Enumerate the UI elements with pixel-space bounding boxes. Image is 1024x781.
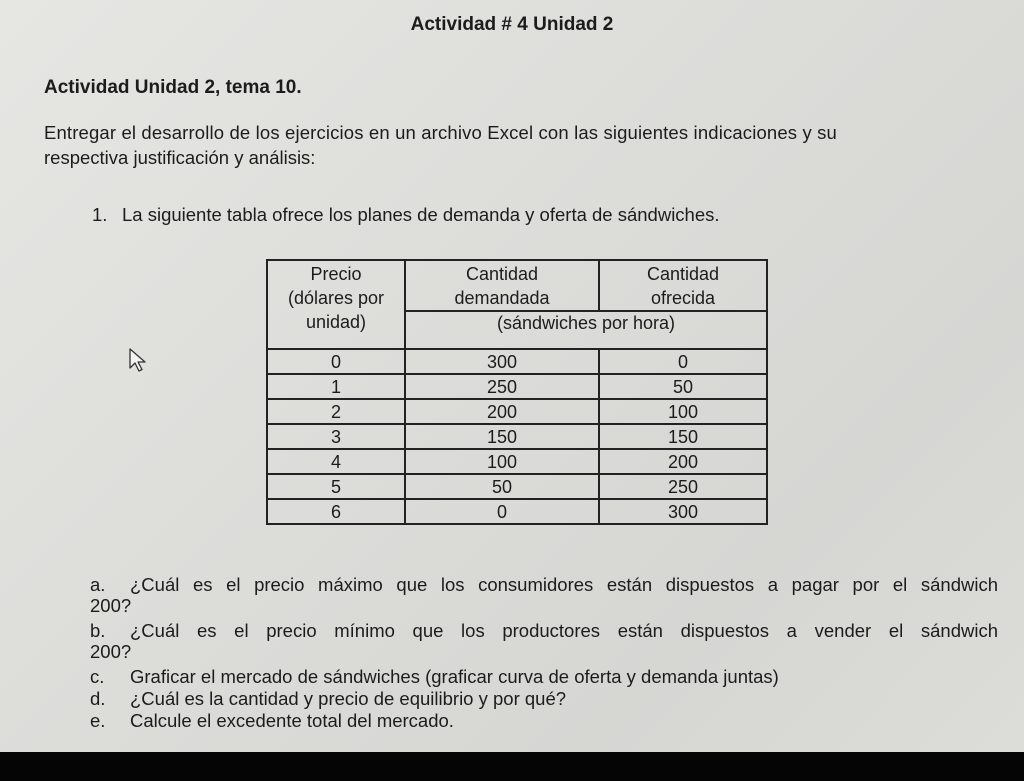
question-a: [90, 574, 998, 616]
question-letter: b.: [90, 620, 106, 641]
supplied-cell: 100: [599, 399, 767, 424]
question-c: [90, 666, 998, 687]
table-row: [267, 474, 767, 499]
supplied-cell: 150: [599, 424, 767, 449]
table-row: [267, 449, 767, 474]
supplied-cell: 300: [599, 499, 767, 524]
price-cell: 1: [267, 374, 405, 399]
question-text: Graficar el mercado de sándwiches (graficar curva de oferta y demanda juntas): [130, 666, 779, 687]
question-text-continued: 200?: [90, 641, 132, 662]
supplied-cell: 200: [599, 449, 767, 474]
exercise-number: 1.: [92, 204, 108, 225]
supplied-cell: 50: [599, 374, 767, 399]
question-letter: d.: [90, 688, 106, 709]
price-cell: 4: [267, 449, 405, 474]
mouse-pointer-icon: [128, 347, 150, 373]
document-title: Actividad # 4 Unidad 2: [410, 14, 614, 35]
question-letter: e.: [90, 710, 106, 731]
table-row: [267, 424, 767, 449]
price-header: Precio (dólares por unidad): [267, 260, 405, 349]
demanded-cell: 200: [405, 399, 599, 424]
activity-subtitle: Actividad Unidad 2, tema 10.: [44, 77, 302, 98]
demanded-cell: 0: [405, 499, 599, 524]
price-cell: 6: [267, 499, 405, 524]
question-e: [90, 710, 998, 731]
instructions-paragraph: [44, 120, 1004, 170]
bottom-black-bar: [0, 752, 1024, 781]
price-cell: 3: [267, 424, 405, 449]
instructions-line-2: respectiva justificación y análisis:: [44, 147, 316, 168]
exercise-statement: [92, 204, 720, 226]
supply-demand-table: [266, 259, 768, 525]
demanded-cell: 50: [405, 474, 599, 499]
instructions-line-1: Entregar el desarrollo de los ejercicios en un archivo Excel con las siguientes indicaciones y su: [44, 122, 837, 143]
question-d: [90, 688, 998, 709]
exercise-text: La siguiente tabla ofrece los planes de demanda y oferta de sándwiches.: [122, 204, 720, 225]
questions-list: [90, 574, 998, 732]
demanded-cell: 100: [405, 449, 599, 474]
supplied-cell: 250: [599, 474, 767, 499]
table-header-row: [267, 260, 767, 311]
table-row: [267, 499, 767, 524]
question-text: ¿Cuál es el precio máximo que los consumidores están dispuestos a pagar por el sándwich: [130, 574, 998, 595]
question-text-continued: 200?: [90, 595, 132, 616]
question-text: ¿Cuál es el precio mínimo que los productores están dispuestos a vender el sándwich: [130, 620, 998, 641]
question-letter: c.: [90, 666, 105, 687]
units-header: (sándwiches por hora): [405, 311, 767, 349]
demanded-cell: 150: [405, 424, 599, 449]
table-row: [267, 374, 767, 399]
price-cell: 5: [267, 474, 405, 499]
quantity-demanded-header: Cantidad demandada: [405, 260, 599, 311]
table-row: [267, 349, 767, 374]
quantity-supplied-header: Cantidad ofrecida: [599, 260, 767, 311]
demanded-cell: 300: [405, 349, 599, 374]
table-row: [267, 399, 767, 424]
question-letter: a.: [90, 574, 106, 595]
demanded-cell: 250: [405, 374, 599, 399]
question-b: [90, 620, 998, 662]
price-cell: 2: [267, 399, 405, 424]
question-text: Calcule el excedente total del mercado.: [130, 710, 454, 731]
supplied-cell: 0: [599, 349, 767, 374]
question-text: ¿Cuál es la cantidad y precio de equilibrio y por qué?: [130, 688, 567, 709]
price-cell: 0: [267, 349, 405, 374]
